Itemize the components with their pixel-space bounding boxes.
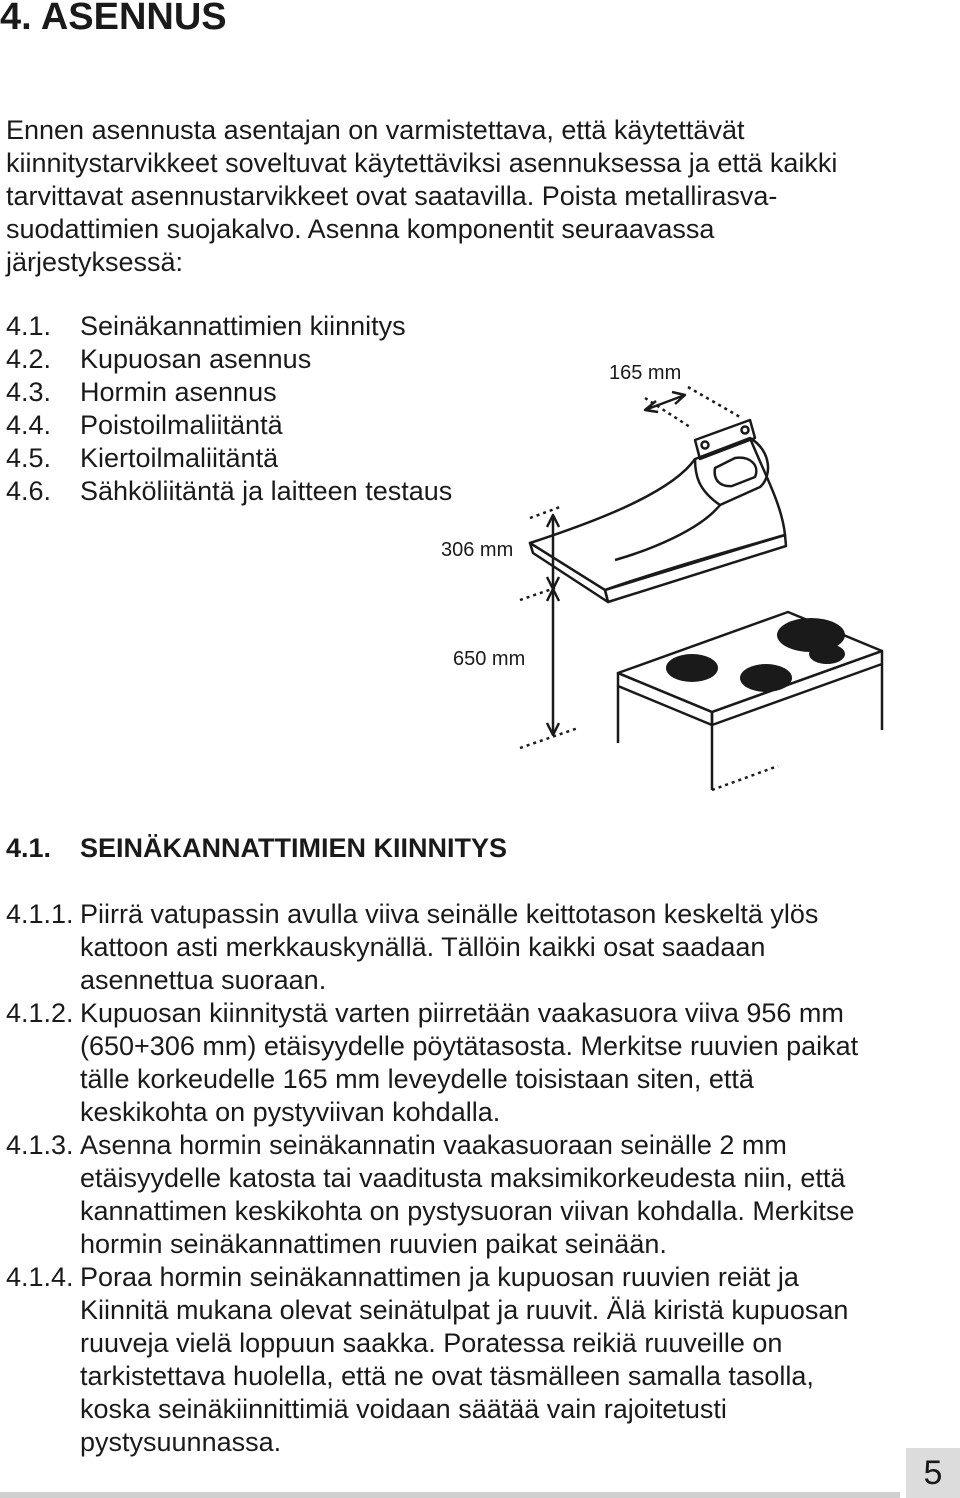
instruction-line: hormin seinäkannattimen ruuvien paikat seinään. — [80, 1229, 667, 1259]
instruction-number: 4.1.3. — [6, 1130, 74, 1160]
dim-165-extension-right — [688, 387, 740, 417]
instruction-line: tarkistettava huolella, että ne ovat täsmälleen samalla tasolla, — [80, 1361, 814, 1391]
instruction-text — [80, 898, 926, 997]
cooking-zone-icon — [740, 664, 792, 692]
instruction-line: koska seinäkiinnittimiä voidaan säätää vain rajoitetusti — [80, 1394, 727, 1424]
instruction-list — [6, 898, 926, 1459]
intro-line: järjestyksessä: — [6, 247, 184, 277]
bracket-hole-icon — [702, 442, 709, 449]
instruction-line: Kupuosan kiinnitystä varten piirretään vaakasuora viiva 956 mm — [80, 998, 844, 1028]
cooking-zone-icon — [666, 654, 718, 682]
instruction-line: Kiinnitä mukana olevat seinätulpat ja ruuvit. Älä kiristä kupuosan — [80, 1295, 849, 1325]
instruction-line: Poraa hormin seinäkannattimen ja kupuosan ruuvien reiät ja — [80, 1262, 799, 1292]
footer-divider — [0, 1492, 900, 1498]
step-label: Kupuosan asennus — [80, 344, 312, 374]
instruction-line: (650+306 mm) etäisyydelle pöytätasosta. Merkitse ruuvien paikat — [80, 1031, 859, 1061]
step-label: Kiertoilmaliitäntä — [80, 443, 279, 473]
section-heading — [6, 832, 507, 865]
list-item — [6, 442, 452, 475]
dim-306-label: 306 mm — [441, 539, 514, 561]
instruction-line: tälle korkeudelle 165 mm leveydelle toisistaan siten, että — [80, 1064, 754, 1094]
cooking-zone-icon — [809, 644, 845, 664]
list-item — [6, 898, 926, 997]
instruction-line: kattoon asti merkkauskynällä. Tällöin kaikki osat saadaan — [80, 932, 766, 962]
instruction-text — [80, 997, 926, 1129]
step-number: 4.3. — [6, 377, 52, 407]
step-number: 4.1. — [6, 311, 52, 341]
list-item — [6, 343, 452, 376]
instruction-line: Asenna hormin seinäkannatin vaakasuoraan seinälle 2 mm — [80, 1130, 787, 1160]
instruction-line: ruuveja vielä loppuun saakka. Poratessa reikiä ruuveille on — [80, 1328, 783, 1358]
instruction-number: 4.1.1. — [6, 899, 74, 929]
instruction-line: Piirrä vatupassin avulla viiva seinälle keittotason keskeltä ylös — [80, 899, 819, 929]
instruction-line: asennettua suoraan. — [80, 965, 327, 995]
list-item — [6, 1261, 926, 1459]
page-title: 4. ASENNUS — [0, 0, 227, 38]
cabinet-base-line — [712, 766, 778, 790]
list-item — [6, 310, 452, 343]
step-label: Sähköliitäntä ja laitteen testaus — [80, 476, 453, 506]
step-number: 4.2. — [6, 344, 52, 374]
cooktop-surface — [618, 612, 882, 712]
step-number: 4.6. — [6, 476, 52, 506]
hood-canopy-inner — [615, 505, 720, 560]
instruction-number: 4.1.2. — [6, 998, 74, 1028]
dim-650-extension-bottom — [520, 728, 578, 748]
list-item — [6, 1129, 926, 1261]
hood-side-lip — [605, 535, 786, 602]
hood-vent-opening — [715, 458, 757, 486]
section-number: 4.1. — [6, 833, 52, 863]
instruction-number: 4.1.4. — [6, 1262, 74, 1292]
installation-steps-list — [6, 310, 452, 508]
list-item — [6, 475, 452, 508]
section-title: SEINÄKANNATTIMIEN KIINNITYS — [80, 833, 508, 863]
step-number: 4.4. — [6, 410, 52, 440]
intro-line: tarvittavat asennustarvikkeet ovat saatavilla. Poista metallirasva- — [6, 181, 778, 211]
step-label: Poistoilmaliitäntä — [80, 410, 283, 440]
intro-line: suodattimien suojakalvo. Asenna komponentit seuraavassa — [6, 214, 715, 244]
list-item — [6, 409, 452, 442]
step-label: Seinäkannattimien kiinnitys — [80, 311, 406, 341]
intro-line: Ennen asennusta asentajan on varmistettava, että käytettävät — [6, 115, 745, 145]
page-number: 5 — [906, 1448, 960, 1498]
dim-306-extension — [530, 507, 560, 518]
step-number: 4.5. — [6, 443, 52, 473]
list-item — [6, 997, 926, 1129]
instruction-line: etäisyydelle katosta tai vaaditusta maksimikorkeudesta niin, että — [80, 1163, 846, 1193]
cooktop-side-edge — [712, 651, 882, 725]
intro-paragraph — [6, 114, 906, 279]
step-label: Hormin asennus — [80, 377, 277, 407]
instruction-text — [80, 1261, 926, 1459]
instruction-line: kannattimen keskikohta on pystysuoran viivan kohdalla. Merkitse — [80, 1196, 855, 1226]
list-item — [6, 376, 452, 409]
instruction-text — [80, 1129, 926, 1261]
intro-line: kiinnitystarvikkeet soveltuvat käytettäviksi asennuksessa ja että kaikki — [6, 148, 838, 178]
dim-165-label: 165 mm — [609, 362, 682, 384]
instruction-line: pystysuunnassa. — [80, 1427, 282, 1457]
installation-diagram — [420, 355, 960, 805]
instruction-line: keskikohta on pystyviivan kohdalla. — [80, 1097, 501, 1127]
bracket-hole-icon — [742, 427, 749, 434]
dim-650-label: 650 mm — [453, 648, 526, 670]
